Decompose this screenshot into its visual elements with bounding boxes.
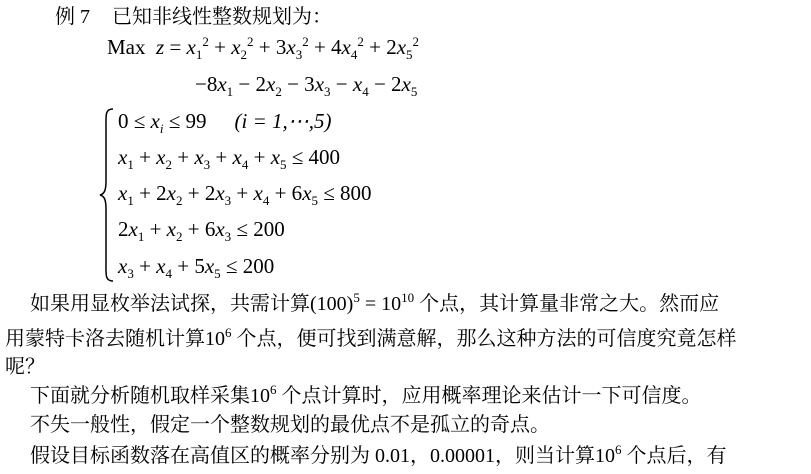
example-intro: 已知非线性整数规划为：: [112, 6, 332, 28]
objective-var-z: z: [156, 35, 165, 59]
paragraph-4: 假设目标函数落在高值区的概率分别为 0.01，0.00001，则当计算$10^6$ 个点后，有: [30, 442, 727, 467]
max-label: Max: [107, 35, 146, 59]
paragraph-1-line-1: 如果用显枚举法试探，共需计算$(100)^5 = 10^{10}$ 个点，其计算量非常之大。然而应: [30, 290, 720, 315]
example-heading: [55, 6, 332, 28]
paragraph-1-line-3: 呢？: [5, 356, 45, 378]
paragraph-1-line-2: 用蒙特卡洛去随机计算$10^6$ 个点，便可找到满意解，那么这种方法的可信度究竟怎样: [5, 325, 737, 350]
constraint-brace: [99, 107, 113, 283]
constraint-2: $x_1 + x_2 + x_3 + x_4 + x_5 \le 400$: [118, 145, 341, 172]
constraint-5: $x_3 + x_4 + 5x_5 \le 200$: [118, 254, 275, 281]
objective-line-1: Max $z = x_1^2 + x_2^2 + 3x_3^2 + 4x_4^2 + 2x_5^2$: [107, 34, 420, 62]
constraint-1: $0 \le x_i \le 99$ (i = 1,⋯,5): [118, 109, 332, 136]
example-number: 例 7: [55, 6, 90, 28]
constraint-4: $2x_1 + x_2 + 6x_3 \le 200$: [118, 217, 285, 244]
constraint-1-note: (i = 1,⋯,5): [234, 109, 332, 133]
objective-line-2-prefix: −8: [195, 72, 218, 96]
paragraph-2: 下面就分析随机取样采集$10^6$ 个点计算时，应用概率理论来估计一下可信度。: [30, 382, 702, 407]
brace-icon: [99, 107, 115, 283]
paragraph-3: 不失一般性，假定一个整数规划的最优点不是孤立的奇点。: [30, 414, 550, 436]
objective-line-2: $-8x_1 - 2x_2 - 3x_3 - x_4 - 2x_5$: [195, 72, 418, 99]
constraint-3: $x_1 + 2x_2 + 2x_3 + x_4 + 6x_5 \le 800$: [118, 181, 372, 208]
